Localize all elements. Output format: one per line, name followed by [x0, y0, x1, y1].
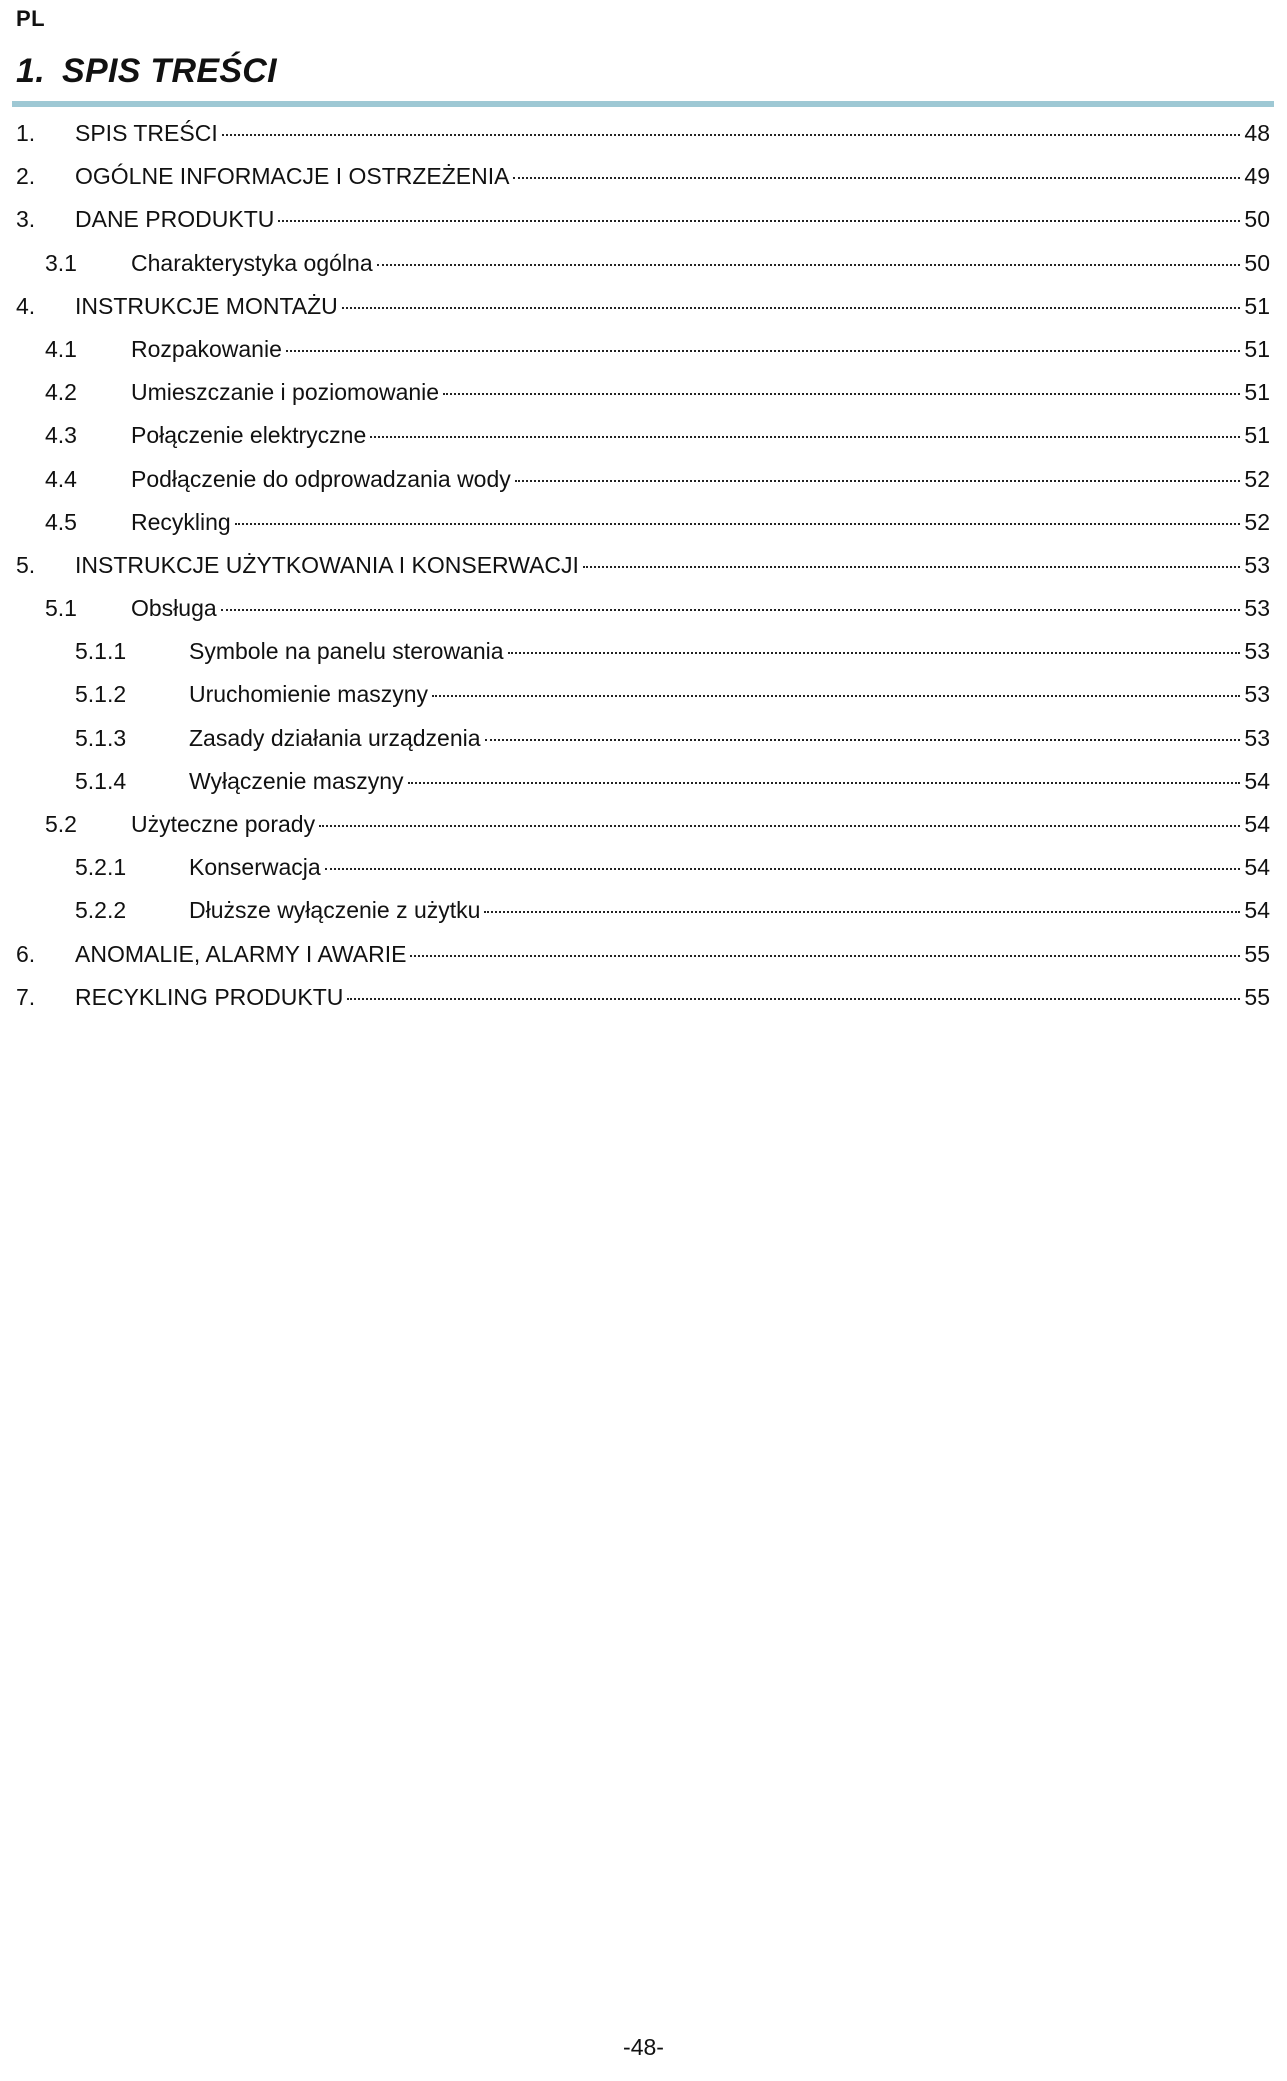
- toc-entry[interactable]: [16, 379, 1270, 422]
- toc-entry[interactable]: [16, 725, 1270, 768]
- toc-entry-title: Umieszczanie i poziomowanie: [131, 379, 440, 406]
- toc-entry-title: OGÓLNE INFORMACJE I OSTRZEŻENIA: [75, 163, 510, 190]
- toc-entry-number: 5.1.4: [75, 767, 127, 794]
- toc-entry-page: 49: [1244, 163, 1270, 190]
- toc-entry-title: Połączenie elektryczne: [131, 422, 367, 449]
- toc-entry-title: Uruchomienie maszyny: [189, 681, 429, 708]
- toc-entry-number: 4.2: [45, 379, 77, 406]
- toc-entry[interactable]: [16, 768, 1270, 811]
- toc-entry-title: Dłuższe wyłączenie z użytku: [189, 897, 481, 924]
- toc-dot-leader: [325, 868, 1241, 870]
- toc-dot-leader: [410, 955, 1240, 957]
- toc-entry[interactable]: [16, 206, 1270, 249]
- toc-entry-title: DANE PRODUKTU: [75, 206, 275, 233]
- toc-entry-page: 53: [1244, 551, 1270, 578]
- toc-entry-page: 53: [1244, 724, 1270, 751]
- toc-entry-title: Recykling: [131, 508, 231, 535]
- heading-title: SPIS TREŚCI: [62, 52, 277, 90]
- toc-entry[interactable]: [16, 293, 1270, 336]
- toc-entry-page: 51: [1244, 335, 1270, 362]
- language-code: PL: [16, 6, 46, 31]
- toc-entry[interactable]: [16, 897, 1270, 940]
- heading-number: 1.: [16, 52, 45, 90]
- toc-entry[interactable]: [16, 638, 1270, 681]
- toc-entry-number: 5.1.1: [75, 638, 127, 665]
- toc-entry-number: 4.: [16, 292, 36, 319]
- toc-dot-leader: [515, 480, 1241, 482]
- toc-entry-number: 3.: [16, 206, 36, 233]
- toc-dot-leader: [221, 609, 1241, 611]
- toc-entry-number: 5.2.2: [75, 897, 127, 924]
- toc-entry-title: Wyłączenie maszyny: [189, 767, 404, 794]
- toc-entry-number: 1.: [16, 120, 36, 146]
- toc-entry-title: SPIS TREŚCI: [75, 120, 218, 146]
- heading-divider: [12, 101, 1274, 107]
- toc-entry-page: 55: [1244, 940, 1270, 967]
- toc-entry-number: 5.1: [45, 595, 77, 622]
- toc-entry[interactable]: [16, 466, 1270, 509]
- toc-entry-number: 5.1.2: [75, 681, 127, 708]
- toc-entry-page: 48: [1244, 120, 1270, 146]
- toc-entry-number: 4.5: [45, 508, 77, 535]
- toc-entry-title: INSTRUKCJE UŻYTKOWANIA I KONSERWACJI: [75, 551, 579, 578]
- toc-entry[interactable]: [16, 681, 1270, 724]
- toc-dot-leader: [235, 523, 1241, 525]
- toc-entry[interactable]: [16, 163, 1270, 206]
- toc-entry[interactable]: [16, 854, 1270, 897]
- toc-entry-page: 51: [1244, 292, 1270, 319]
- toc-entry-title: Rozpakowanie: [131, 335, 282, 362]
- toc-entry[interactable]: [16, 552, 1270, 595]
- toc-entry-page: 54: [1244, 854, 1270, 881]
- toc-entry-page: 54: [1244, 811, 1270, 837]
- toc-entry-title: Konserwacja: [189, 854, 321, 881]
- toc-dot-leader: [370, 436, 1240, 438]
- toc-entry[interactable]: [16, 336, 1270, 379]
- toc-entry-number: 5.1.3: [75, 724, 127, 751]
- toc-entry-number: 5.2: [45, 811, 77, 837]
- toc-entry-page: 52: [1244, 465, 1270, 492]
- toc-dot-leader: [286, 350, 1241, 352]
- toc-dot-leader: [342, 307, 1241, 309]
- toc-dot-leader: [377, 264, 1241, 266]
- toc-entry-page: 51: [1244, 379, 1270, 406]
- toc-dot-leader: [485, 739, 1241, 741]
- toc-entry-page: 52: [1244, 508, 1270, 535]
- toc-entry-title: Podłączenie do odprowadzania wody: [131, 465, 511, 492]
- toc-entry-number: 5.: [16, 551, 36, 578]
- toc-entry-number: 4.4: [45, 465, 77, 492]
- toc-entry[interactable]: [16, 941, 1270, 984]
- toc-dot-leader: [484, 911, 1240, 913]
- toc-entry-page: 50: [1244, 206, 1270, 233]
- toc-entry-title: Symbole na panelu sterowania: [189, 638, 504, 665]
- toc-dot-leader: [278, 220, 1240, 222]
- toc-entry-title: Zasady działania urządzenia: [189, 724, 481, 751]
- toc-entry[interactable]: [16, 422, 1270, 465]
- toc-dot-leader: [222, 134, 1241, 136]
- toc-entry-number: 3.1: [45, 249, 77, 276]
- toc-entry[interactable]: [16, 984, 1270, 1027]
- toc-dot-leader: [408, 782, 1241, 784]
- toc-entry[interactable]: [16, 120, 1270, 163]
- toc-dot-leader: [319, 825, 1240, 827]
- toc-entry-page: 53: [1244, 638, 1270, 665]
- toc-entry-page: 53: [1244, 681, 1270, 708]
- toc-entry-page: 53: [1244, 595, 1270, 622]
- toc-entry-number: 2.: [16, 163, 36, 190]
- toc-entry-page: 51: [1244, 422, 1270, 449]
- toc-dot-leader: [583, 566, 1240, 568]
- toc-entry-title: Obsługa: [131, 595, 217, 622]
- toc-entry-page: 50: [1244, 249, 1270, 276]
- toc-dot-leader: [432, 695, 1240, 697]
- table-of-contents: [16, 120, 1270, 1027]
- toc-entry-number: 7.: [16, 983, 36, 1010]
- toc-dot-leader: [347, 998, 1240, 1000]
- toc-entry-number: 4.3: [45, 422, 77, 449]
- toc-entry-title: ANOMALIE, ALARMY I AWARIE: [75, 940, 407, 967]
- page-number: -48-: [623, 2034, 664, 2060]
- toc-entry-title: Użyteczne porady: [131, 811, 316, 837]
- toc-entry-page: 54: [1244, 897, 1270, 924]
- toc-entry-title: RECYKLING PRODUKTU: [75, 983, 344, 1010]
- toc-entry-number: 6.: [16, 940, 36, 967]
- toc-dot-leader: [443, 393, 1240, 395]
- page-heading: [16, 52, 277, 91]
- toc-entry-number: 4.1: [45, 335, 77, 362]
- toc-entry[interactable]: [16, 250, 1270, 293]
- toc-entry-page: 55: [1244, 983, 1270, 1010]
- toc-entry-title: INSTRUKCJE MONTAŻU: [75, 292, 338, 319]
- toc-entry[interactable]: [16, 509, 1270, 552]
- toc-entry-page: 54: [1244, 767, 1270, 794]
- toc-dot-leader: [513, 177, 1240, 179]
- toc-entry[interactable]: [16, 595, 1270, 638]
- toc-entry[interactable]: [16, 811, 1270, 854]
- toc-entry-title: Charakterystyka ogólna: [131, 249, 373, 276]
- toc-dot-leader: [508, 652, 1241, 654]
- toc-entry-number: 5.2.1: [75, 854, 127, 881]
